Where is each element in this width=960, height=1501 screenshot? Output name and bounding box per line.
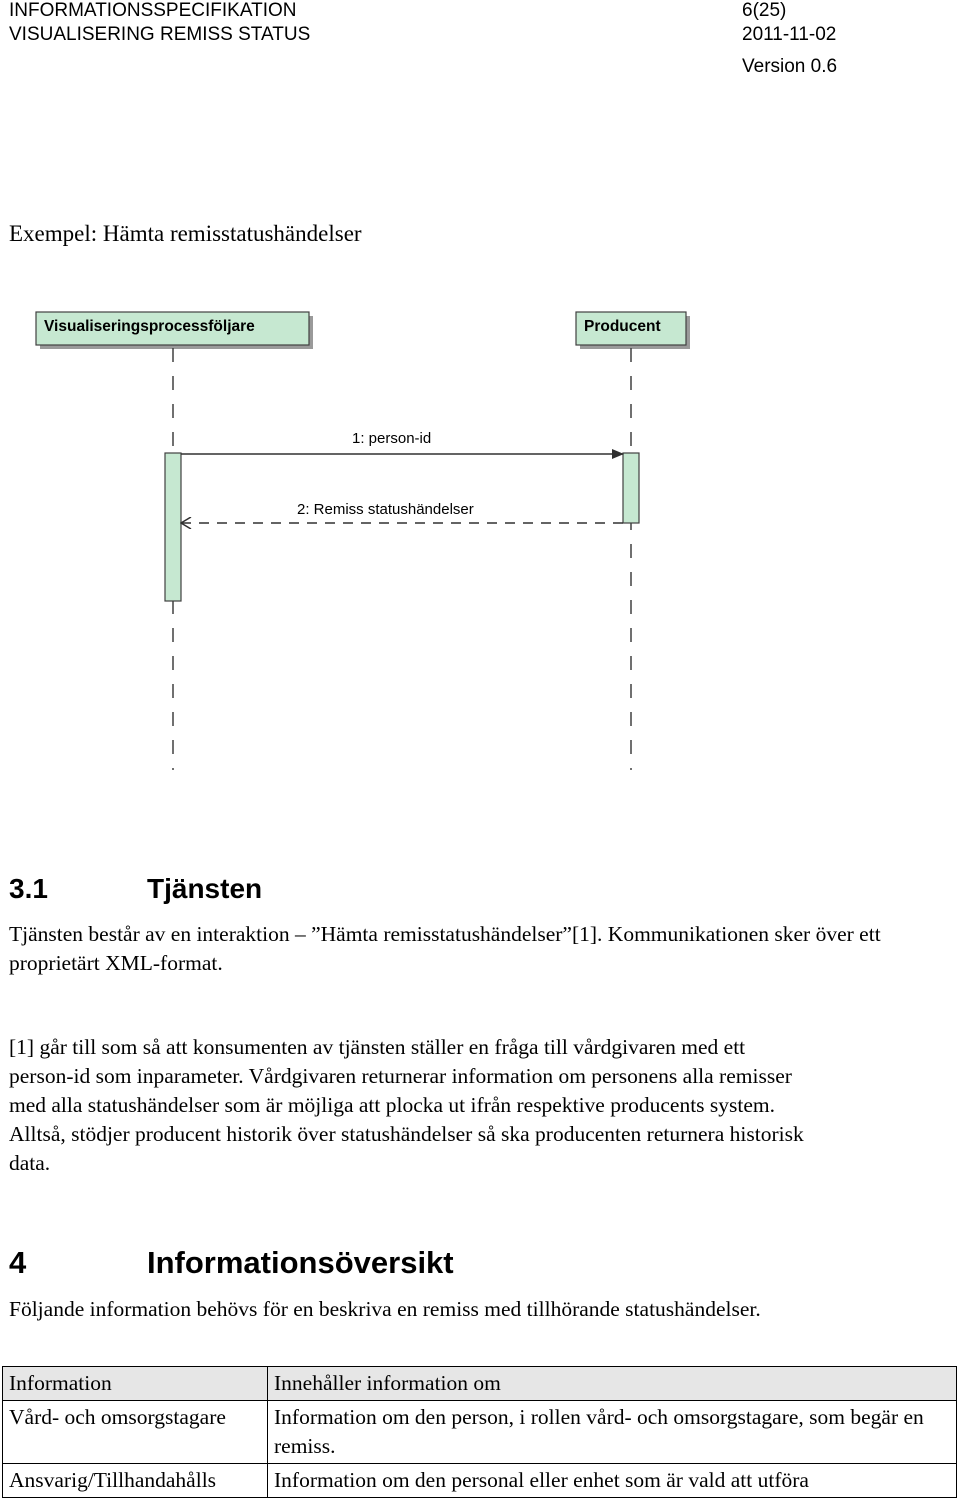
- participant-producent: [576, 312, 690, 349]
- participant-label: Visualiseringsprocessföljare: [44, 318, 255, 335]
- section-title: Tjänsten: [147, 873, 263, 904]
- paragraph-line: person-id som inparameter. Vårdgivaren returnerar information om personens alla remisser: [9, 1064, 792, 1088]
- participant-label: Producent: [584, 318, 661, 335]
- activation-bar-left: [165, 453, 181, 601]
- paragraph-line: [1] går till som så att konsumenten av tjänsten ställer en fråga till vårdgivaren med ett: [9, 1035, 746, 1059]
- chapter-intro: Följande information behövs för en beskriva en remiss med tillhörande statushändelser.: [9, 1297, 761, 1321]
- paragraph-line: data.: [9, 1151, 51, 1175]
- section-number: 3.1: [9, 873, 48, 904]
- activation-bar-right: [623, 453, 639, 523]
- message-label-2: 2: Remiss statushändelser: [297, 501, 474, 518]
- section-paragraph-1: [9, 920, 954, 978]
- doc-type: INFORMATIONSSPECIFIKATION: [9, 0, 297, 21]
- doc-version: Version 0.6: [742, 56, 838, 77]
- table-header-row: [3, 1367, 957, 1401]
- doc-date: 2011-11-02: [742, 24, 837, 45]
- table-cell: Ansvarig/Tillhandahålls: [3, 1464, 268, 1498]
- example-title: Exempel: Hämta remisstatushändelser: [9, 221, 362, 246]
- section-paragraph-2: [9, 1033, 954, 1178]
- table-header-cell: Information: [3, 1367, 268, 1401]
- table-cell: Information om den person, i rollen vård- och omsorgstagare, som begär en remiss.: [268, 1401, 957, 1464]
- participant-visualiseringsprocessfoljare: [36, 312, 313, 349]
- table-cell: Vård- och omsorgstagare: [3, 1401, 268, 1464]
- table-row: [3, 1464, 957, 1498]
- table-cell: Information om den personal eller enhet som är vald att utföra: [268, 1464, 957, 1498]
- table-row: [3, 1401, 957, 1464]
- paragraph-line: med alla statushändelser som är möjliga att plocka ut ifrån respektive producents system.: [9, 1093, 776, 1117]
- information-table: [2, 1366, 957, 1498]
- sequence-diagram: [0, 300, 960, 780]
- doc-title: VISUALISERING REMISS STATUS: [9, 24, 311, 45]
- paragraph-text: Tjänsten består av en interaktion – ”Hämta remisstatushändelser”[1]. Kommunikationen sker över ett proprietärt XML-format.: [9, 922, 881, 975]
- chapter-title: Informationsöversikt: [147, 1245, 454, 1280]
- paragraph-line: Alltså, stödjer producent historik över statushändelser så ska producenten returnera historisk: [9, 1122, 804, 1146]
- table-header-cell: Innehåller information om: [268, 1367, 957, 1401]
- page-number: 6(25): [742, 0, 787, 21]
- message-label-1: 1: person-id: [352, 430, 432, 447]
- chapter-number: 4: [9, 1245, 27, 1280]
